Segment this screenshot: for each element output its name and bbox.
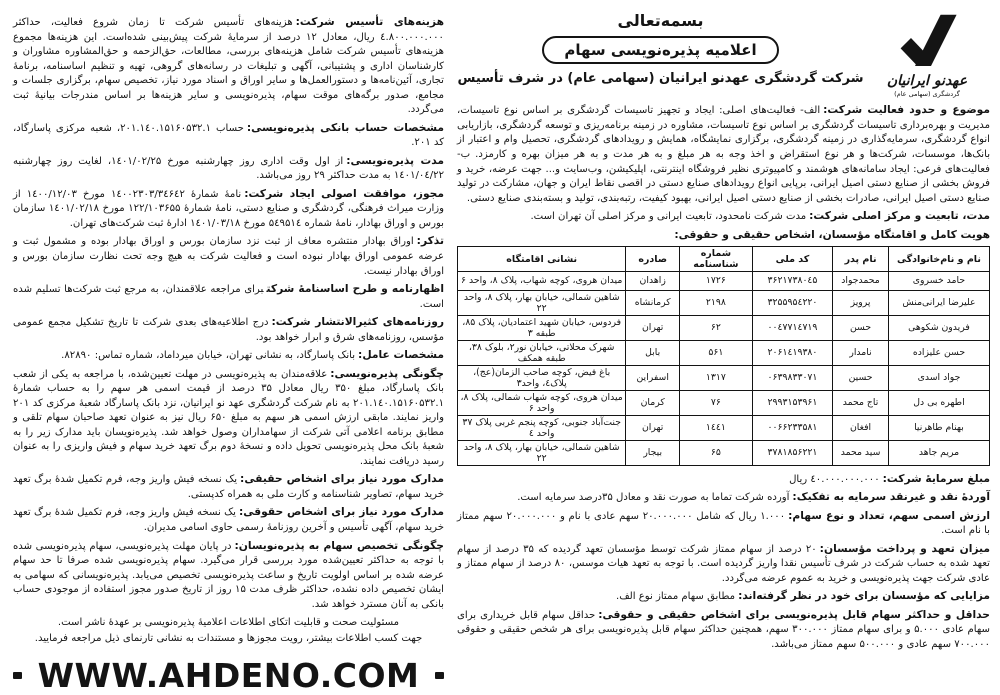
dash-bar-right (435, 672, 444, 679)
table-cell: ۱٤٤۱ (680, 415, 753, 440)
section-text: حساب ۲۰۱.۱٤۰.۱۵۱۶۰۵۳۲.۱، شعبه مرکزی پاسارگاد، کد ۲۰۱. (13, 122, 444, 149)
announcement-title: اعلامیه پذیره‌نویسی سهام (542, 36, 778, 64)
section-subscription-period (13, 153, 444, 184)
table-cell: کرمانشاه (626, 290, 680, 315)
bismillah-text: بسمه‌تعالی (617, 11, 704, 30)
section-heading: مبلغ سرمایهٔ شرکت: (882, 471, 990, 485)
section-heading: مدت، تابعیت و مرکز اصلی شرکت: (809, 209, 990, 223)
section-text: یک نسخه فیش واریز وجه، فرم تکمیل شدهٔ برگ تعهد خرید سهام، تصاویر شناسنامه و کارت ملی به همراه کدپستی. (13, 474, 444, 500)
section-founders-privileges (457, 588, 990, 605)
section-text: ٤۰.۰۰۰.۰۰۰.۰۰۰ ریال (789, 473, 880, 485)
table-cell: فریدون شکوهی (888, 315, 989, 340)
section-text: از اول وقت اداری روز چهارشنبه مورخ ۱٤۰۱/۰۲/۲۵، لغایت روز چهارشنبه ۱٤۰۱/۰٤/۲۲ به مدت حداکثر ۲۹ روز می‌باشد. (13, 155, 444, 182)
section-min-max-shares (457, 607, 990, 653)
section-founders-identity (457, 227, 990, 244)
responsibility-note: مسئولیت صحت و قابلیت اتکای اطلاعات اعلامیهٔ پذیره‌نویسی بر عهدهٔ ناشر است. (57, 617, 400, 629)
section-heading: مشخصات عامل: (358, 348, 444, 362)
table-header-row (458, 247, 990, 272)
dash-bar-left (13, 672, 22, 679)
website-banner (13, 656, 444, 695)
table-row (458, 440, 990, 465)
table-cell: علیرضا ایرانی‌منش (888, 290, 989, 315)
section-heading: چگونگی پذیره‌نویسی: (330, 366, 444, 380)
section-heading: هزینه‌های تأسیس شرکت: (295, 15, 444, 28)
table-cell: شاهین شمالی، خیابان بهار، پلاک ۸، واحد ۲۲ (458, 290, 626, 315)
section-heading: مزایایی که مؤسسان برای خود در نظر گرفته‌اند: (738, 589, 990, 603)
founders-table-head (458, 247, 990, 272)
table-cell: محمدجواد (833, 272, 889, 291)
table-cell: ۰۰٤۷۷۱٤۷۱۹ (752, 315, 832, 340)
section-text: مدت شرکت نامحدود، تابعیت ایرانی و مرکز اصلی آن تهران است. (530, 211, 807, 223)
section-heading: روزنامه‌های کثیرالانتشار شرکت: (271, 315, 444, 329)
section-share-allocation (13, 538, 444, 613)
logo-company-name: عهدنو ایرانیان (886, 73, 968, 89)
section-heading: آوردهٔ نقد و غیرنقد سرمایه به تفکیک: (792, 490, 990, 504)
left-column (13, 8, 445, 695)
table-cell: جنت‌آباد جنوبی، کوچه پنجم غربی پلاک ۳۷ واحد ٤ (458, 415, 626, 440)
table-row (458, 315, 990, 340)
table-cell: ۱۳۱۷ (680, 365, 753, 390)
section-business-scope (457, 102, 990, 206)
table-cell: تهران (626, 415, 680, 440)
table-row (458, 290, 990, 315)
section-heading: تذکر: (416, 234, 444, 248)
section-heading: مجوز، موافقت اصولی ایجاد شرکت: (244, 186, 444, 200)
table-cell: میدان هروی، کوچه شهاب، پلاک ۸، واحد ۶ (458, 272, 626, 291)
section-heading: میزان تعهد و پرداخت مؤسسان: (819, 541, 991, 555)
table-cell: سید محمد (833, 440, 889, 465)
col-father-name: نام پدر (833, 247, 889, 272)
table-cell: ۳۶۲۱۷۳۸۰٤۵ (752, 272, 832, 291)
section-disclaimer (13, 233, 444, 279)
table-cell: نامدار (833, 340, 889, 365)
table-cell: ۵۶۱ (680, 340, 753, 365)
table-cell: تاج محمد (833, 390, 889, 415)
section-permits (13, 186, 444, 232)
table-cell: حسن علیزاده (888, 340, 989, 365)
col-national-id: کد ملی (752, 247, 832, 272)
table-cell: ۱۷۲۶ (680, 272, 753, 291)
section-text: درج اطلاعیه‌های بعدی شرکت تا تاریخ تشکیل مجمع عمومی مؤسس، روزنامه‌های شرق و ابرار خواهد بود. (13, 317, 444, 343)
section-founders-commitment (457, 541, 990, 587)
table-cell: حسن (833, 315, 889, 340)
table-cell: زاهدان (626, 272, 680, 291)
logo-subtitle: گردشگری (سهامی عام) (894, 90, 960, 99)
table-cell: ۶۵ (680, 440, 753, 465)
section-text: علاقه‌مندان به پذیره‌نویسی در مهلت تعیین‌شده، با مراجعه به یکی از شعب بانک پاسارگاد، مبلغ ۳۵۰ ریال معادل ۳۵ درصد از قیمت اسمی هر سهم را به حساب شمارهٔ ۲۰۱.۱٤۰.۱۵۱۶۰۵۳۲.۱ به نام شرکت گردشگری عهد نو ایرانیان، نزد بانک پاسارگاد شعبهٔ مرکزی کد ۲۰۱ واریز نمایند. مابقی ارزش اسمی هر سهم به مبلغ ۶۵۰ ریال نیز به عنوان تعهد صاحبان سهام تلقی و مطابق برنامه اعلامی آتی شرکت از سهامداران وصول خواهد شد. پذیره‌نویسان باید مدارک زیر را به شعبهٔ بانک محل پذیره‌نویسی تحویل داده و نسخهٔ دوم برگ تعهد خرید سهام و فیش واریزی را به عنوان رسید دریافت نمایند. (13, 368, 444, 467)
section-duration-nationality (457, 208, 990, 225)
table-cell: حسین (833, 365, 889, 390)
logo-n-icon (890, 10, 964, 74)
website-url: WWW.AHDENO.COM (37, 656, 420, 695)
section-text: نامهٔ شمارهٔ ۱٤۰۰۲۳۰۳/۳٤۶٤۲ مورخ ۱٤۰۰/۱۲/۰۳ از وزارت میراث فرهنگی، گردشگری و صنایع دستی، نامهٔ شمارهٔ ۱۲۲/۱۰۳۶۵۵ مورخ ۱٤۰۱/۰۲/۱۸ سازمان بورس و اوراق بهادار، نامهٔ شماره ۵٤۹۵۱٤ مورخ ۱٤۰۱/۰۳/۱۸ ادارهٔ ثبت شرکت‌های تهران. (13, 188, 444, 229)
section-agent-details (13, 347, 444, 364)
table-cell: ۰۶۳۹۸۳۳۰۷۱ (752, 365, 832, 390)
table-cell: پرویز (833, 290, 889, 315)
table-cell: ۷۶ (680, 390, 753, 415)
table-cell: تهران (626, 315, 680, 340)
col-issued-in: صادره (626, 247, 680, 272)
section-docs-legal-entities (13, 504, 444, 535)
table-cell: بهنام طاهرنیا (888, 415, 989, 440)
section-heading: هویت کامل و اقامتگاه مؤسسان، اشخاص حقیقی و حقوقی: (674, 227, 990, 241)
table-cell: ۳۷۸۱۸۵۶۲۲۱ (752, 440, 832, 465)
section-text: الف- فعالیت‌های اصلی: ایجاد و تجهیز تاسیسات گردشگری بر اساس نوع تاسیسات، مدیریت و بهره‌برداری تاسیسات گردشگری بر اساس نوع تاسیسات، مشاوره در زمینه برنامه‌ریزی و توسعه گردشگری، بازاریابی انواع گردشگری، سرمایه‌گذاری در زمینه گردشگری، برگزاری نمایشگاه، همایش و رویدادهای گردشگری، تحصیل وام و اعتبار از بانک‌ها، موسسات، شرکت‌ها و هر نوع استقراض و اخذ وجه به هر مبلغ و به هر مدت و به هر میزان بهره و کارمزد. ب- فعالیت‌های فرعی: ایجاد سامانه‌های هوشمند و کامپیوتری نظیر فروشگاه اینترنتی، اپلیکیشن، وب‌سایت و... جهت عرضه، خرید و فروش بخشی از صنایع دستی اصیل ایرانی، برپایی انواع رویدادهای صنایع دستی در اقصی نقاط ایران و جهان، مشارکت در تولید صنایع دستی اصیل ایرانی، صادرات بخشی از صنایع دستی اصیل ایرانی، بهبود کیفیت، رتبه‌بندی، تولید و بسته‌بندی صنایع دستی. (457, 105, 990, 204)
table-cell: بابل (626, 340, 680, 365)
masthead (457, 8, 990, 98)
section-text: برای مراجعه علاقمندان، به مرجع ثبت شرکت‌ها تسلیم شده است. (13, 284, 444, 310)
section-heading: مدت پذیره‌نویسی: (346, 153, 444, 167)
founders-table (457, 246, 990, 466)
table-cell: ۶۲ (680, 315, 753, 340)
section-text: ۱.۰۰۰ ریال که شامل ۲۰.۰۰۰.۰۰۰ سهم عادی با نام و ۲۰.۰۰۰.۰۰۰ سهم ممتاز با نام است. (457, 510, 990, 537)
table-row (458, 340, 990, 365)
section-heading: ارزش اسمی سهم، تعداد و نوع سهام: (788, 508, 991, 522)
company-logo (864, 8, 990, 98)
table-row (458, 415, 990, 440)
section-share-nominal-value (457, 508, 990, 539)
table-cell: بیجار (626, 440, 680, 465)
section-text: مطابق سهام ممتاز نوع الف. (615, 591, 736, 603)
section-text: آورده شرکت تماما به صورت نقد و معادل ۳۵درصد سرمایه است. (517, 492, 790, 504)
section-heading: مشخصات حساب بانکی پذیره‌نویسی: (246, 120, 445, 134)
table-row (458, 365, 990, 390)
table-cell: جواد اسدی (888, 365, 989, 390)
table-cell: افغان (833, 415, 889, 440)
company-name-line: شرکت گردشگری عهدنو ایرانیان (سهامی عام) در شرف تأسیس (457, 71, 864, 86)
section-text: ۲۰ درصد از سهام ممتاز شرکت توسط مؤسسان تعهد گردیده که ۳۵ درصد از سهام تعهد شده به حساب شرکت در شرف تأسیس نقدا واریز گردیده است. با توجه به تعهد هیات موسس، ۸۰ درصد از سهام ممتاز و عادی شرکت جهت پذیره‌نویسی و خرید به عموم عرضه می‌گردد. (457, 543, 990, 584)
section-heading: اظهارنامه و طرح اساسنامهٔ شرکت (266, 282, 444, 296)
table-row (458, 390, 990, 415)
table-cell: اطهره بی دل (888, 390, 989, 415)
section-text: هزینه‌های تأسیس شرکت تا زمان شروع فعالیت، حداکثر ٤.۸۰۰.۰۰۰.۰۰۰ ریال، معادل ۱۲ درصد از سرمایهٔ شرکت پیش‌بینی شده‌است. این هزینه‌ها مجموع هزینه‌های تأسیس شرکت شامل هزینه‌های بررسی، مطالعات، حق‌الزحمه و حق‌المشاوره مشاوران و کارشناسان اداری و پشتیبانی، آگهی و تبلیغات در رسانه‌های گروهی، تهیه و تنظیم اساسنامه، برنامهٔ تجاری، آئین‌نامه‌ها و دستورالعمل‌ها و سایر اوراق و اسناد مورد نیاز، تخصیص سهام، برگزاری جلسات و مجامع، صدور برگه‌های موقت سهام، پذیره‌نویسی و سایر هزینه‌ها بر اساس مندرجات بیانیهٔ ثبت می‌گردد. (13, 17, 444, 116)
section-cash-noncash (457, 489, 990, 506)
section-docs-individuals (13, 471, 444, 502)
section-heading: موضوع و حدود فعالیت شرکت: (823, 103, 991, 117)
section-statute-declaration (13, 281, 444, 312)
header-titles (457, 8, 864, 86)
section-heading: چگونگی تخصیص سهام به پذیره‌نویسان: (234, 538, 445, 552)
section-official-newspapers (13, 314, 444, 345)
section-text: حداقل سهام قابل خریداری برای سهام عادی ۵.۰۰۰ و برای سهام ممتاز ۳۰۰.۰۰۰ سهم، همچنین حداکثر سهام قابل پذیره‌نویسی برای هر شخص حقیقی و حقوقی ۷۰۰.۰۰۰ سهم عادی و ۵۰۰.۰۰۰ سهم ممتاز می‌باشد. (457, 609, 990, 650)
section-heading: حداقل و حداکثر سهام قابل پذیره‌نویسی برای اشخاص حقیقی و حقوقی: (598, 607, 990, 621)
section-how-to-subscribe (13, 366, 444, 470)
right-column (457, 8, 991, 650)
table-cell: کرمان (626, 390, 680, 415)
section-heading: مدارک مورد نیاز برای اشخاص حقوقی: (238, 505, 444, 519)
section-bank-account (13, 120, 444, 151)
table-cell: فردوس، خیابان شهید اعتمادیان، پلاک ۸۵، طبقه ۳ (458, 315, 626, 340)
section-establishment-costs (13, 14, 444, 118)
col-fullname: نام و نام‌خانوادگی (888, 247, 989, 272)
table-cell: ۳۲۵۵۹۵٤۲۲۰ (752, 290, 832, 315)
col-birth-cert-no: شماره شناسنامه (680, 247, 753, 272)
table-cell: ۲۱۹۸ (680, 290, 753, 315)
section-heading: مدارک مورد نیاز برای اشخاص حقیقی: (240, 472, 444, 486)
section-text: یک نسخه فیش واریز وجه، فرم تکمیل شدهٔ برگ تعهد خرید سهام، آگهی تأسیس و آخرین روزنامهٔ رسمی حاوی اسامی مدیران. (13, 507, 444, 533)
table-cell: شاهین شمالی، خیابان بهار، پلاک ۸، واحد ۲۲ (458, 440, 626, 465)
more-info-note: جهت کسب اطلاعات بیشتر، رویت مجوزها و مستندات به نشانی تارنمای ذیل مراجعه فرمایید. (34, 633, 423, 645)
table-cell: میدان هروی، کوچه شهاب شمالی، پلاک ۸، واحد ۶ (458, 390, 626, 415)
table-cell: مریم جاهد (888, 440, 989, 465)
table-row (458, 272, 990, 291)
table-cell: اسفراین (626, 365, 680, 390)
table-cell: ۰۰۶۶۲۳۳۵۸۱ (752, 415, 832, 440)
table-cell: ۲۰۶۱٤۱۹۳۸۰ (752, 340, 832, 365)
section-capital-amount (457, 471, 990, 488)
founders-table-body (458, 272, 990, 466)
section-text: بانک پاسارگاد، به نشانی تهران، خیابان میرداماد، شماره تماس: ۸۲۸۹۰. (61, 350, 356, 362)
table-cell: شهرک محلاتی، خیابان نور۲، بلوک ۳۸، طبقه همکف (458, 340, 626, 365)
table-cell: ۲۹۹۳۱۵۳۹۶۱ (752, 390, 832, 415)
table-cell: حامد خسروی (888, 272, 989, 291)
col-address: نشانی اقامتگاه (458, 247, 626, 272)
section-text: اوراق بهادار منتشره معاف از ثبت نزد سازمان بورس و اوراق بهادار بوده و مشمول ثبت و عرضه عمومی اوراق بهادار نبوده است و فعالیت شرکت به هیچ وجه تحت نظارت سازمان بورس و اوراق بهادار نیست. (13, 236, 444, 277)
table-cell: باغ فیض، کوچه صاحب الزمان(عج)، پلاک٤، واحد۳ (458, 365, 626, 390)
section-text: در پایان مهلت پذیره‌نویسی، سهام پذیره‌نویسی شده با توجه به حداکثر تعیین‌شده مورد بررسی قرار می‌گیرد. سهام پذیره‌نویسی شده صرفا تا حد سهام عرضه شده بر اساس اولویت تاریخ و ساعت پذیره‌نویسی تخصیص می‌یابد. پذیره‌نویسانی که سهامی به ایشان تخصیص داده نشده، حداکثر ظرف مدت ۱۵ روز از تاریخ صدور مجوز استفاده از موجودی حساب بانکی به آنان مسترد خواهد شد. (13, 540, 444, 610)
